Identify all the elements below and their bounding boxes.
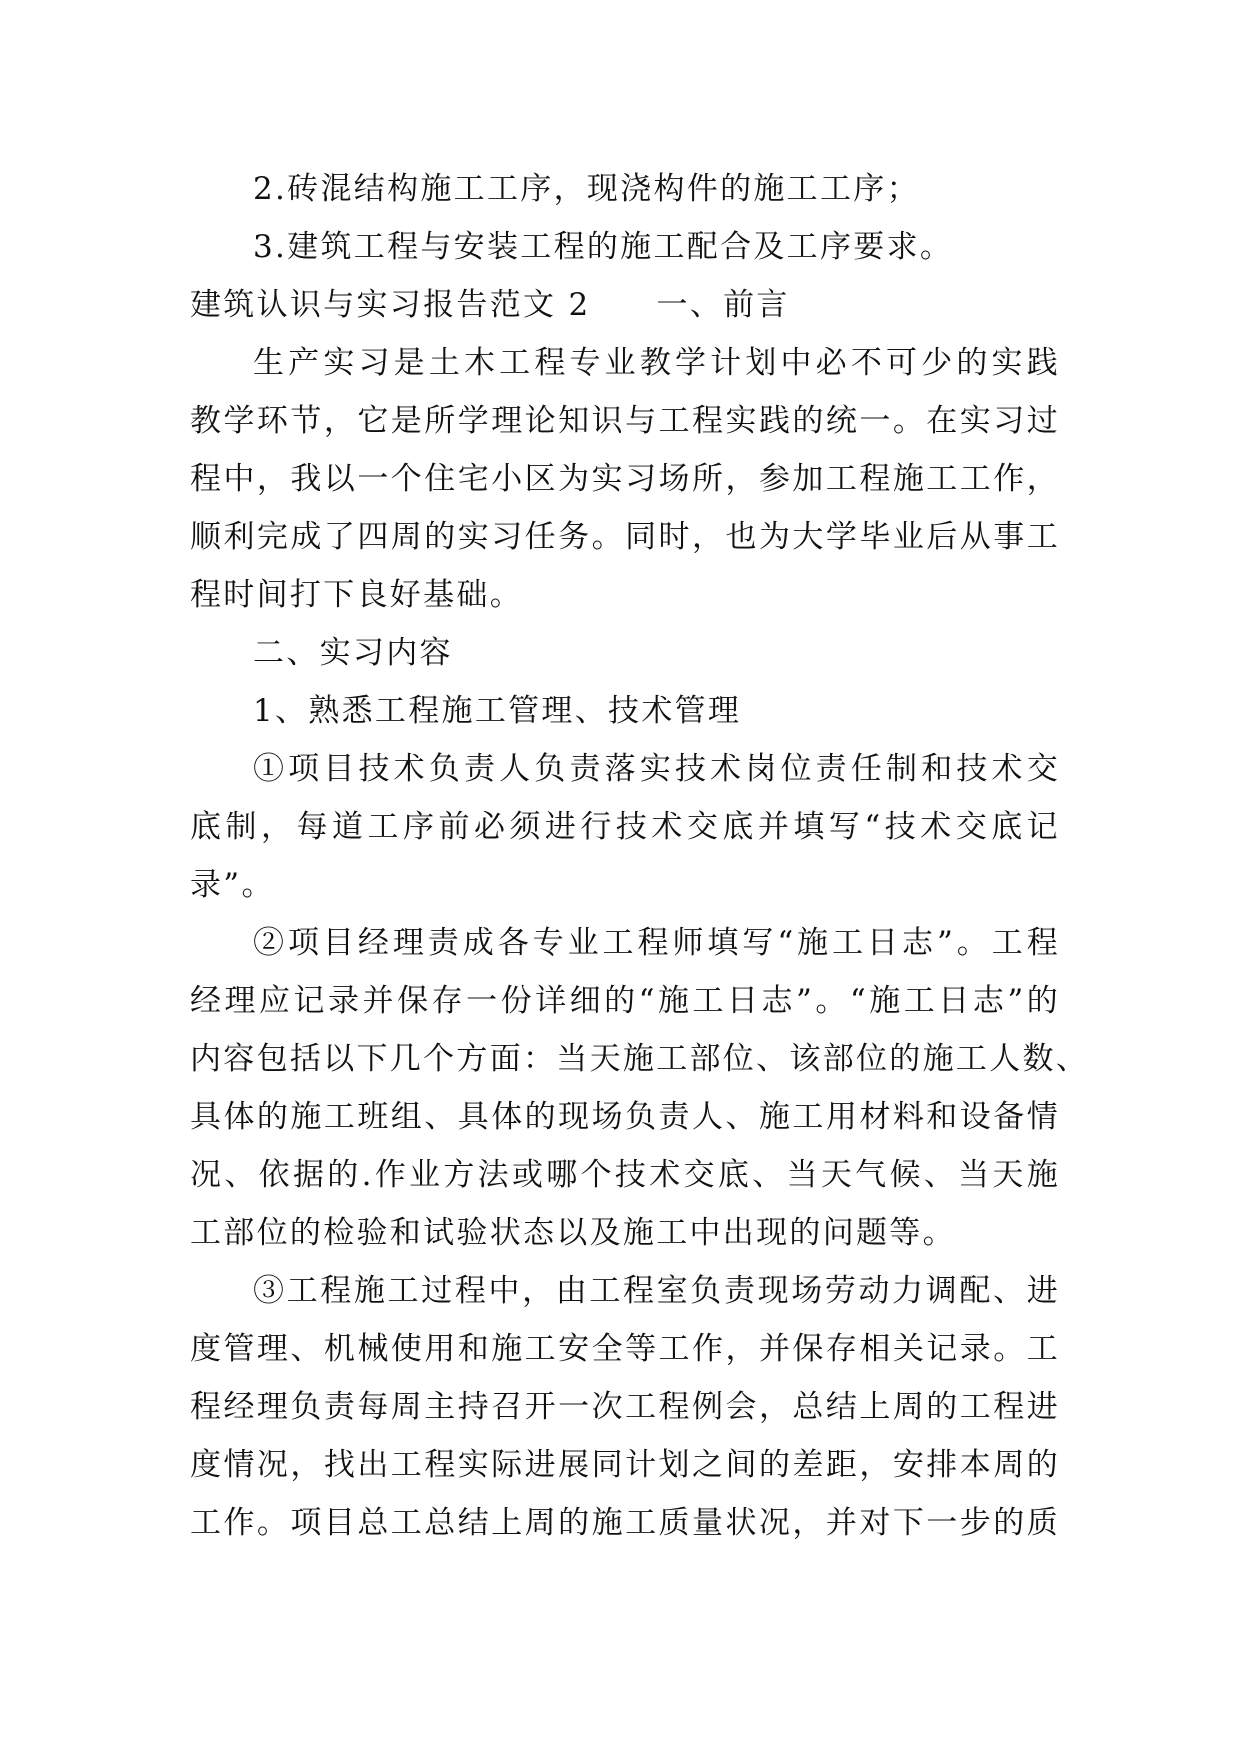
- paragraph-line: ③工程施工过程中，由工程室负责现场劳动力调配、进: [253, 1273, 1060, 1309]
- paragraph-line: 工作。项目总工总结上周的施工质量状况，并对下一步的质: [190, 1505, 1060, 1541]
- section-heading: 二、实习内容: [253, 635, 453, 671]
- paragraph-line: 度管理、机械使用和施工安全等工作，并保存相关记录。工: [190, 1331, 1060, 1367]
- paragraph-line: 2.砖混结构施工工序，现浇构件的施工工序；: [253, 171, 920, 207]
- paragraph-line: 3.建筑工程与安装工程的施工配合及工序要求。: [253, 229, 954, 265]
- document-body: [190, 160, 1090, 1552]
- paragraph-line: 工部位的检验和试验状态以及施工中出现的问题等。: [190, 1215, 956, 1251]
- paragraph-line: 程中，我以一个住宅小区为实习场所，参加工程施工工作，: [190, 461, 1060, 497]
- paragraph-line: 况、依据的.作业方法或哪个技术交底、当天气候、当天施: [190, 1157, 1060, 1193]
- paragraph-line: 录”。: [190, 867, 275, 903]
- paragraph-line: 教学环节，它是所学理论知识与工程实践的统一。在实习过: [190, 403, 1060, 439]
- paragraph-line: 程时间打下良好基础。: [190, 577, 523, 613]
- paragraph-line: 经理应记录并保存一份详细的“施工日志”。“施工日志”的: [190, 983, 1060, 1019]
- section-heading-preface: 一、前言: [656, 287, 790, 323]
- report-heading: [190, 276, 1060, 334]
- paragraph-line: ①项目技术负责人负责落实技术岗位责任制和技术交: [253, 751, 1060, 787]
- paragraph-line: 程经理负责每周主持召开一次工程例会，总结上周的工程进: [190, 1389, 1060, 1425]
- paragraph-line: 度情况，找出工程实际进展同计划之间的差距，安排本周的: [190, 1447, 1060, 1483]
- subsection-heading: 1、熟悉工程施工管理、技术管理: [253, 693, 742, 729]
- paragraph-line: 底制，每道工序前必须进行技术交底并填写“技术交底记: [190, 809, 1060, 845]
- paragraph-line: 内容包括以下几个方面：当天施工部位、该部位的施工人数、: [190, 1041, 1090, 1077]
- report-title: 建筑认识与实习报告范文 2: [190, 287, 591, 323]
- paragraph-line: ②项目经理责成各专业工程师填写“施工日志”。工程: [253, 925, 1060, 961]
- paragraph-line: 生产实习是土木工程专业教学计划中必不可少的实践: [253, 345, 1060, 381]
- paragraph-line: 顺利完成了四周的实习任务。同时，也为大学毕业后从事工: [190, 519, 1060, 555]
- paragraph-line: 具体的施工班组、具体的现场负责人、施工用材料和设备情: [190, 1099, 1060, 1135]
